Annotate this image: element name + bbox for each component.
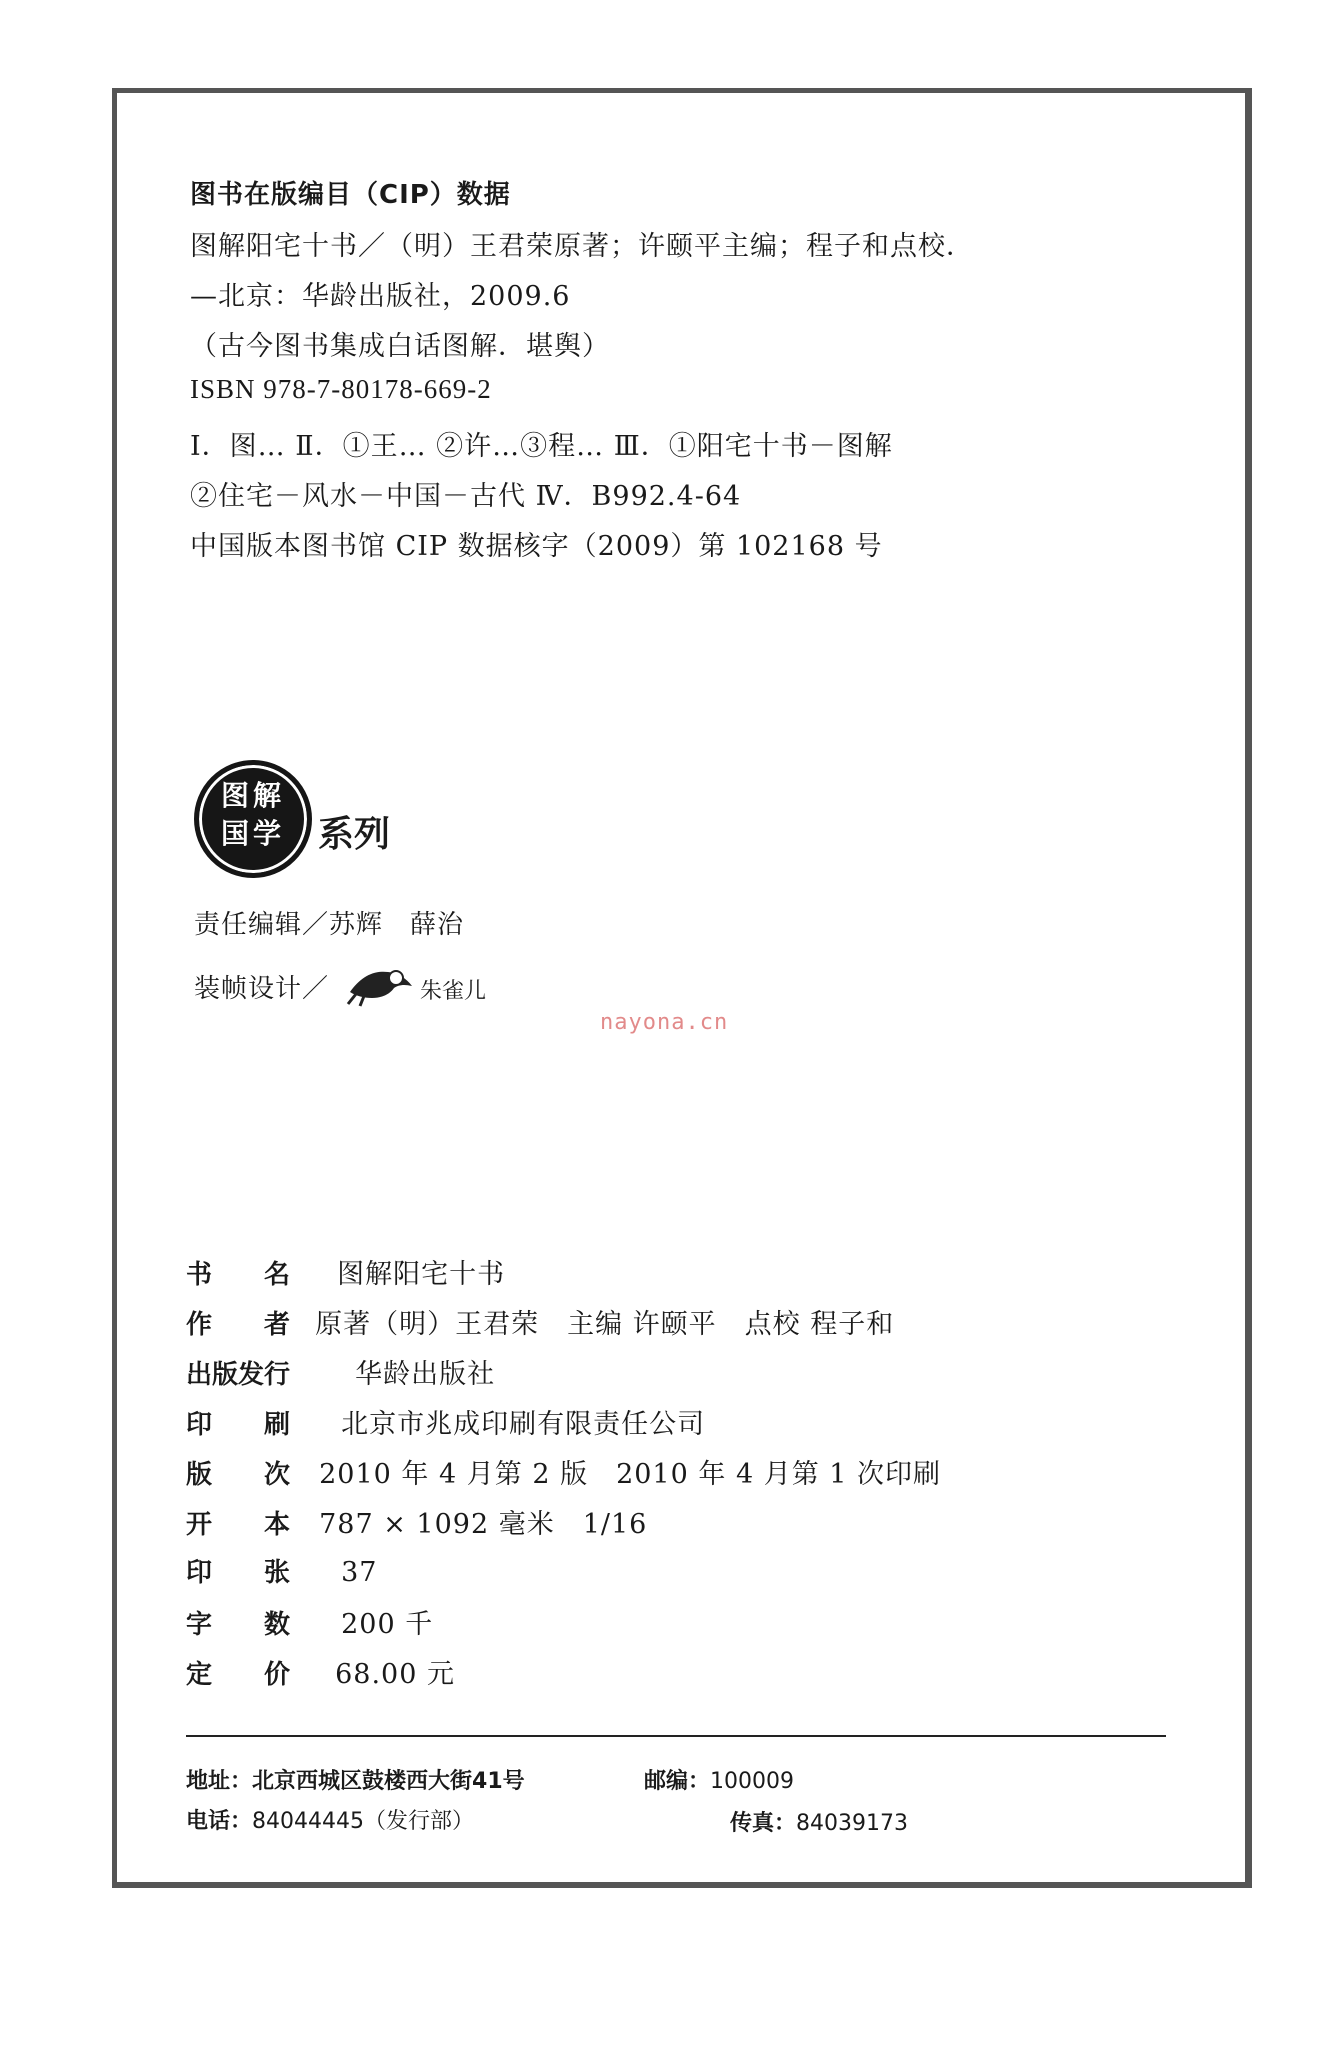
cip-line-publisher: —北京：华龄出版社，2009.6: [190, 281, 571, 312]
info-row-title: [186, 1252, 505, 1291]
info-value: 2010 年 4 月第 2 版 2010 年 4 月第 1 次印刷: [319, 1459, 942, 1490]
cip-line-classification-1: Ⅰ．图… Ⅱ．①王… ②许…③程… Ⅲ．①阳宅十书－图解: [190, 431, 893, 462]
info-row-printer: [186, 1402, 705, 1441]
info-label: 出版发行: [186, 1360, 291, 1390]
cip-line-series: （古今图书集成白话图解．堪舆）: [190, 331, 610, 362]
info-label: 印 刷: [186, 1410, 291, 1440]
logo-text-line1: 图解: [220, 779, 285, 812]
info-row-sheets: [186, 1552, 377, 1589]
cip-line-title: 图解阳宅十书／（明）王君荣原著；许颐平主编；程子和点校．: [190, 231, 974, 262]
series-label: 系列: [318, 814, 391, 855]
address-value: 北京西城区鼓楼西大街41号: [252, 1769, 525, 1794]
footer-fax: [730, 1806, 908, 1837]
info-value: 图解阳宅十书: [337, 1259, 506, 1290]
postcode-value: 100009: [710, 1769, 794, 1794]
address-label: 地址：: [186, 1769, 253, 1794]
info-row-price: [186, 1652, 455, 1691]
phone-label: 电话：: [186, 1809, 253, 1834]
fax-value: 84039173: [796, 1811, 908, 1836]
phone-value: 84044445（发行部）: [252, 1809, 474, 1834]
cip-heading: 图书在版编目（CIP）数据: [190, 180, 511, 210]
info-value: 68.00 元: [335, 1659, 455, 1690]
info-label: 定 价: [186, 1660, 291, 1690]
info-label: 书 名: [186, 1260, 291, 1290]
info-label: 作 者: [186, 1310, 291, 1340]
postcode-label: 邮编：: [644, 1769, 711, 1794]
designer-name: 朱雀儿: [420, 979, 487, 1004]
design-credit-label: 装帧设计／: [194, 974, 330, 1004]
info-label: 字 数: [186, 1610, 291, 1640]
info-value: 200 千: [341, 1609, 434, 1640]
info-value: 原著（明）王君荣 主编 许颐平 点校 程子和: [315, 1309, 895, 1340]
cip-line-isbn: ISBN 978-7-80178-669-2: [190, 374, 492, 404]
fax-label: 传真：: [730, 1811, 797, 1836]
editor-credit: 责任编辑／苏辉 薛治: [194, 910, 465, 940]
cip-line-classification-2: ②住宅－风水－中国－古代 Ⅳ．B992.4-64: [190, 481, 742, 512]
info-value: 37: [341, 1557, 378, 1588]
footer-phone: [186, 1804, 474, 1835]
info-value: 北京市兆成印刷有限责任公司: [341, 1409, 706, 1440]
logo-text-line2: 国学: [220, 817, 285, 850]
info-row-edition: [186, 1452, 941, 1491]
info-label: 印 张: [186, 1558, 291, 1588]
series-logo: [194, 760, 312, 878]
vermilion-bird-icon: [346, 958, 418, 1008]
info-row-format: [186, 1502, 647, 1541]
footer-divider: [186, 1735, 1166, 1737]
info-row-publisher: [186, 1352, 495, 1391]
watermark-text: nayona.cn: [600, 1010, 729, 1035]
info-label: 版 次: [186, 1460, 291, 1490]
info-value: 华龄出版社: [355, 1359, 496, 1390]
info-label: 开 本: [186, 1510, 291, 1540]
info-row-author: [186, 1302, 894, 1341]
info-row-wordcount: [186, 1602, 433, 1641]
footer-address: [186, 1764, 525, 1795]
footer-postcode: [644, 1764, 794, 1795]
info-value: 787 × 1092 毫米 1/16: [319, 1509, 648, 1540]
cip-line-verification: 中国版本图书馆 CIP 数据核字（2009）第 102168 号: [190, 531, 883, 562]
